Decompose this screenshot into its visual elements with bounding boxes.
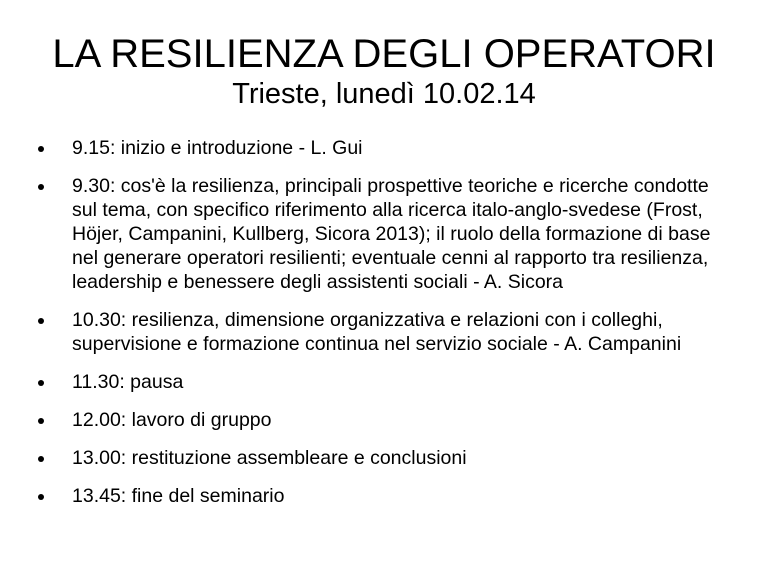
agenda-item: [38, 308, 728, 356]
bullet-icon: [38, 494, 44, 500]
slide-subtitle: Trieste, lunedì 10.02.14: [232, 78, 536, 110]
agenda-item: [38, 408, 728, 432]
agenda-item-text: 11.30: pausa: [72, 371, 184, 393]
bullet-icon: [38, 380, 44, 386]
agenda-item-text: 10.30: resilienza, dimensione organizzativa e relazioni con i colleghi, supervisione e formazione continua nel servizio sociale - A. Campanini: [72, 309, 682, 355]
agenda-item: [38, 484, 728, 508]
bullet-icon: [38, 456, 44, 462]
agenda-item: [38, 174, 728, 294]
slide-title: LA RESILIENZA DEGLI OPERATORI: [52, 32, 716, 76]
agenda-list: [38, 136, 728, 522]
agenda-item-text: 13.45: fine del seminario: [72, 485, 285, 507]
bullet-icon: [38, 418, 44, 424]
agenda-item: [38, 446, 728, 470]
bullet-icon: [38, 184, 44, 190]
agenda-item-text: 13.00: restituzione assembleare e conclusioni: [72, 447, 467, 469]
bullet-icon: [38, 146, 44, 152]
agenda-item-text: 12.00: lavoro di gruppo: [72, 409, 272, 431]
agenda-item: [38, 370, 728, 394]
agenda-item-text: 9.30: cos'è la resilienza, principali prospettive teoriche e ricerche condotte sul tema, con specifico riferimento alla ricerca italo-anglo-svedese (Frost, Höjer, Campanini, Kullberg, Sicora 2013); il ruolo della formazione di base nel generare operatori resilienti; eventuale cenni al rapporto tra resilienza, leadership e benessere degli assistenti sociali - A. Sicora: [72, 175, 711, 293]
agenda-item: [38, 136, 728, 160]
agenda-item-text: 9.15: inizio e introduzione - L. Gui: [72, 137, 363, 159]
bullet-icon: [38, 318, 44, 324]
